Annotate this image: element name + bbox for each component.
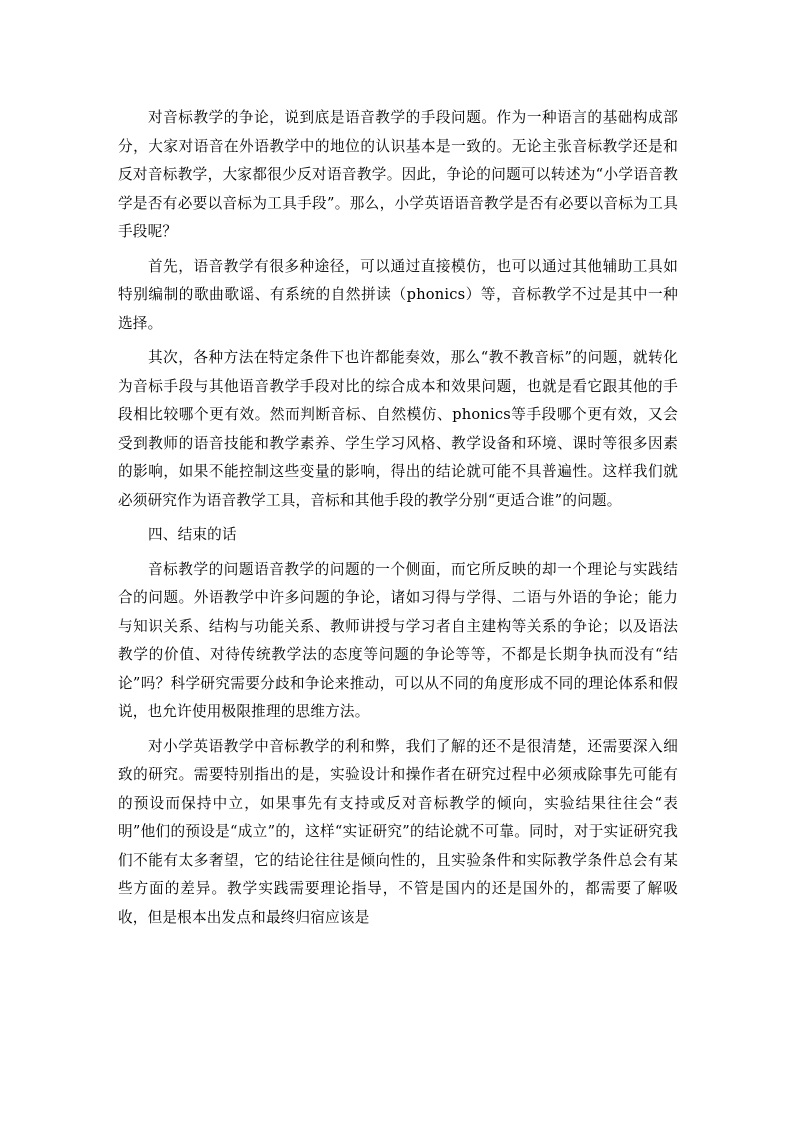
- paragraph: 对小学英语教学中音标教学的利和弊，我们了解的还不是很清楚，还需要深入细致的研究。需要特别指出的是，实验设计和操作者在研究过程中必须戒除事先可能有的预设而保持中立，如果事先有支持或反对音标教学的倾向，实验结果往往会“表明”他们的预设是“成立”的，这样“实证研究”的结论就不可靠。同时，对于实证研究我们不能有太多奢望，它的结论往往是倾向性的，且实验条件和实际教学条件总会有某些方面的差异。教学实践需要理论指导，不管是国内的还是国外的，都需要了解吸收，但是根本出发点和最终归宿应该是: [118, 737, 678, 926]
- paragraph: 对音标教学的争论，说到底是语音教学的手段问题。作为一种语言的基础构成部分，大家对语音在外语教学中的地位的认识基本是一致的。无论主张音标教学还是和反对音标教学，大家都很少反对语音教学。因此，争论的问题可以转述为“小学语音教学是否有必要以音标为工具手段”。那么，小学英语语音教学是否有必要以音标为工具手段呢？: [118, 109, 678, 240]
- paragraph: 其次，各种方法在特定条件下也许都能奏效，那么“教不教音标”的问题，就转化为音标手段与其他语音教学手段对比的综合成本和效果问题，也就是看它跟其他的手段相比较哪个更有效。然而判断音标、自然模仿、phonics等手段哪个更有效，又会受到教师的语音技能和教学素养、学生学习风格、教学设备和环境、课时等很多因素的影响，如果不能控制这些变量的影响，得出的结论就可能不具普遍性。这样我们就必须研究作为语音教学工具，音标和其他手段的教学分别“更适合谁”的问题。: [118, 349, 678, 509]
- paragraph: 首先，语音教学有很多种途径，可以通过直接模仿，也可以通过其他辅助工具如特别编制的歌曲歌谣、有系统的自然拼读（phonics）等，音标教学不过是其中一种选择。: [118, 257, 678, 332]
- section-heading: 四、结束的话: [148, 526, 237, 543]
- document-body: [118, 104, 678, 938]
- paragraph: 音标教学的问题语音教学的问题的一个侧面，而它所反映的却一个理论与实践结合的问题。外语教学中许多问题的争论，诸如习得与学得、二语与外语的争论；能力与知识关系、结构与功能关系、教师讲授与学习者自主建构等关系的争论；以及语法教学的价值、对待传统教学法的态度等问题的争论等等，不都是长期争执而没有“结论”吗？科学研究需要分歧和争论来推动，可以从不同的角度形成不同的理论体系和假说，也允许使用极限推理的思维方法。: [118, 560, 678, 720]
